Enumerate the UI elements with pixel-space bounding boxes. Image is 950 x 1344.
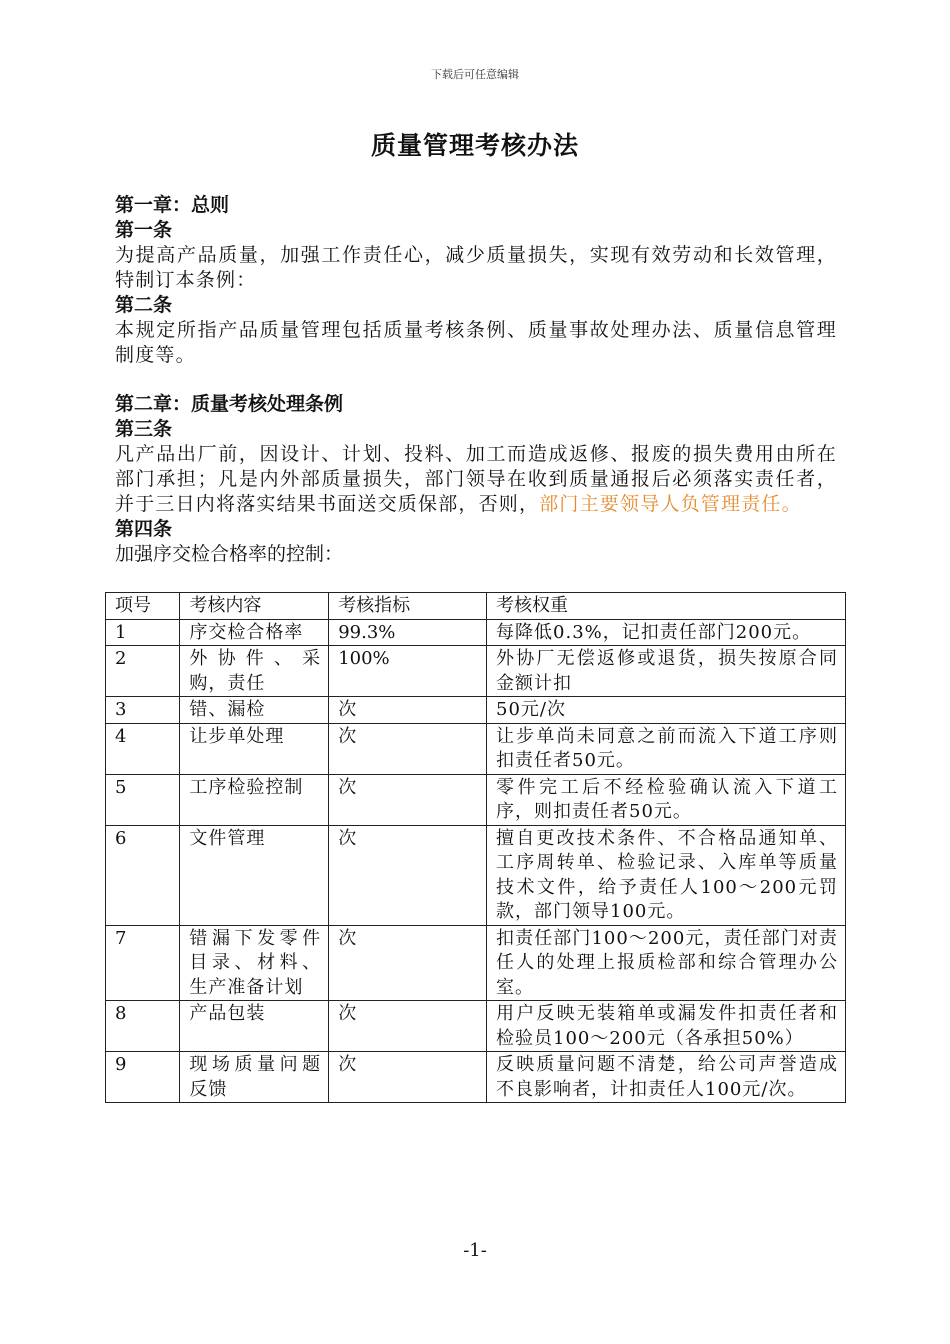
- header-item-no: 项号: [106, 593, 180, 620]
- row-no: 8: [106, 1001, 180, 1052]
- table-row: [106, 925, 846, 1001]
- article-4-intro: 加强序交检合格率的控制：: [115, 543, 344, 565]
- row-no: 3: [106, 697, 180, 724]
- row-content: 文件管理: [180, 825, 329, 925]
- header-content: 考核内容: [180, 593, 329, 620]
- chapter-1-heading: 第一章：总则: [115, 194, 230, 216]
- table-row: [106, 774, 846, 825]
- row-no: 4: [106, 723, 180, 774]
- article-3-text: [115, 442, 837, 517]
- row-target: 次: [329, 697, 487, 724]
- table-row: [106, 619, 846, 646]
- chapter-2-section: [115, 392, 837, 567]
- row-weight: 50元/次: [487, 697, 846, 724]
- table-row: [106, 646, 846, 697]
- row-weight: 每降低0.3%，记扣责任部门200元。: [487, 619, 846, 646]
- row-weight: 擅自更改技术条件、不合格品通知单、工序周转单、检验记录、入库单等质量技术文件，给予责任人100～200元罚款，部门领导100元。: [487, 825, 846, 925]
- row-weight: 用户反映无装箱单或漏发件扣责任者和检验员100～200元（各承担50%）: [487, 1001, 846, 1052]
- table-row: [106, 825, 846, 925]
- article-4-heading: 第四条: [115, 518, 173, 540]
- table-row: [106, 1001, 846, 1052]
- row-weight: 外协厂无偿返修或退货，损失按原合同金额计扣: [487, 646, 846, 697]
- article-2-text: 本规定所指产品质量管理包括质量考核条例、质量事故处理办法、质量信息管理制度等。: [115, 319, 837, 366]
- row-target: 次: [329, 1052, 487, 1103]
- row-no: 1: [106, 619, 180, 646]
- article-3-heading: 第三条: [115, 418, 173, 440]
- table-header-row: [106, 593, 846, 620]
- row-content: 产品包装: [180, 1001, 329, 1052]
- row-no: 5: [106, 774, 180, 825]
- page-number: -1-: [463, 1240, 487, 1261]
- row-content: 错漏下发零件目录、材料、生产准备计划: [180, 925, 329, 1001]
- row-content: 工序检验控制: [180, 774, 329, 825]
- row-content: 错、漏检: [180, 697, 329, 724]
- row-no: 9: [106, 1052, 180, 1103]
- row-no: 6: [106, 825, 180, 925]
- row-weight: 让步单尚未同意之前而流入下道工序则扣责任者50元。: [487, 723, 846, 774]
- row-weight: 反映质量问题不清楚，给公司声誉造成不良影响者，计扣责任人100元/次。: [487, 1052, 846, 1103]
- article-2-heading: 第二条: [115, 294, 173, 316]
- row-target: 次: [329, 723, 487, 774]
- article-3-highlight: 部门主要领导人负管理责任。: [539, 493, 802, 515]
- table-row: [106, 723, 846, 774]
- row-weight: 扣责任部门100～200元，责任部门对责任人的处理上报质检部和综合管理办公室。: [487, 925, 846, 1001]
- row-no: 7: [106, 925, 180, 1001]
- header-target: 考核指标: [329, 593, 487, 620]
- assessment-table: [105, 592, 846, 1103]
- row-target: 99.3%: [329, 619, 487, 646]
- table-row: [106, 1052, 846, 1103]
- row-content: 外协件、采购，责任: [180, 646, 329, 697]
- article-3-body: 凡产品出厂前，因设计、计划、投料、加工而造成返修、报废的损失费用由所在部门承担；凡是内外部质量损失，部门领导在收到质量通报后必须落实责任者，并于三日内将落实结果书面送交质保部，否则，: [115, 443, 837, 515]
- row-no: 2: [106, 646, 180, 697]
- row-target: 次: [329, 925, 487, 1001]
- row-content: 序交检合格率: [180, 619, 329, 646]
- row-content: 让步单处理: [180, 723, 329, 774]
- row-target: 次: [329, 825, 487, 925]
- row-content: 现场质量问题反馈: [180, 1052, 329, 1103]
- row-weight: 零件完工后不经检验确认流入下道工序，则扣责任者50元。: [487, 774, 846, 825]
- header-weight: 考核权重: [487, 593, 846, 620]
- article-1-text: 为提高产品质量，加强工作责任心，减少质量损失，实现有效劳动和长效管理，特制订本条例：: [115, 244, 837, 291]
- chapter-1-section: [115, 193, 837, 368]
- document-title: 质量管理考核办法: [370, 131, 579, 160]
- row-target: 100%: [329, 646, 487, 697]
- table-row: [106, 697, 846, 724]
- row-target: 次: [329, 774, 487, 825]
- header-note: 下载后可任意编辑: [431, 68, 519, 81]
- row-target: 次: [329, 1001, 487, 1052]
- chapter-2-heading: 第二章：质量考核处理条例: [115, 393, 344, 415]
- article-1-heading: 第一条: [115, 219, 173, 241]
